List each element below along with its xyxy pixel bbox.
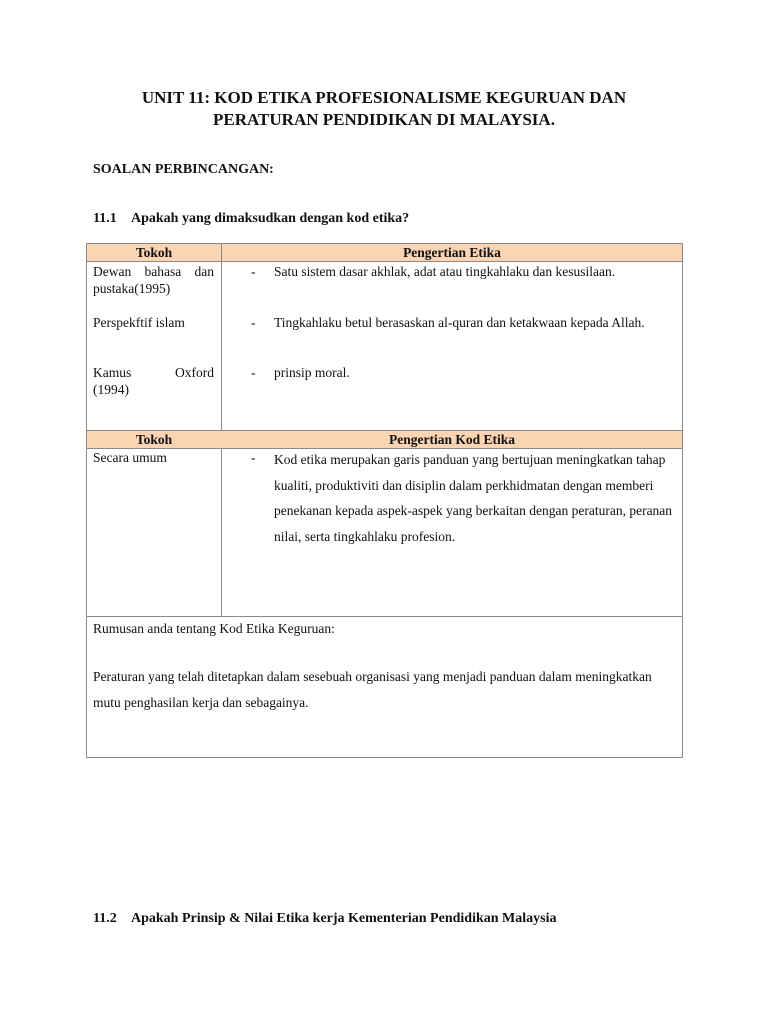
bullet-dash: - (251, 315, 256, 330)
row-label-umum: Secara umum (93, 450, 167, 465)
row-label-oxford-year: (1994) (93, 382, 129, 397)
definition-kod-etika: Kod etika merupakan garis panduan yang bertujuan meningkatkan tahap kualiti, produktiviti dan disiplin dalam perkhidmatan dengan memberi penekanan kepada aspek-aspek yang berkaitan dengan peraturan, peranan nilai, serta tingkahlaku profesion. (274, 452, 673, 544)
document-title-line1: UNIT 11: KOD ETIKA PROFESIONALISME KEGURUAN DAN (141, 88, 627, 107)
row-divider (87, 616, 682, 617)
bullet-dash: - (251, 450, 256, 465)
question-1 (93, 211, 409, 227)
rumusan-text: Peraturan yang telah ditetapkan dalam sesebuah organisasi yang menjadi panduan dalam meningkatkan mutu penghasilan kerja dan sebagainya. (93, 669, 652, 710)
section-subtitle: SOALAN PERBINCANGAN: (93, 162, 274, 177)
header-pengertian-kod-etika: Pengertian Kod Etika (388, 432, 515, 447)
definitions-table (86, 243, 683, 758)
table-header-etika (87, 244, 682, 262)
question-2-number: 11.2 (93, 911, 117, 926)
row-label-dewan-year: pustaka(1995) (93, 281, 171, 296)
definition-dewan: Satu sistem dasar akhlak, adat atau tingkahlaku dan kesusilaan. (274, 264, 616, 279)
document-title-line2: PERATURAN PENDIDIKAN DI MALAYSIA. (213, 110, 555, 129)
bullet-dash: - (251, 264, 256, 279)
header-tokoh-2: Tokoh (135, 432, 173, 447)
header-tokoh: Tokoh (135, 245, 173, 260)
definition-islam: Tingkahlaku betul berasaskan al-quran dan ketakwaan kepada Allah. (274, 315, 645, 330)
question-1-number: 11.1 (93, 211, 117, 226)
header-pengertian-etika: Pengertian Etika (403, 245, 501, 260)
row-label-dewan: Dewan bahasa dan (93, 264, 214, 279)
definition-oxford: prinsip moral. (274, 365, 350, 380)
question-2 (93, 911, 556, 927)
row-label-islam: Perspekftif islam (93, 315, 185, 330)
rumusan-label: Rumusan anda tentang Kod Etika Keguruan: (93, 621, 335, 636)
bullet-dash: - (251, 365, 256, 380)
question-2-text: Apakah Prinsip & Nilai Etika kerja Kementerian Pendidikan Malaysia (131, 911, 557, 926)
row-label-oxford: Kamus Oxford (93, 365, 214, 380)
question-1-text: Apakah yang dimaksudkan dengan kod etika? (131, 211, 410, 226)
